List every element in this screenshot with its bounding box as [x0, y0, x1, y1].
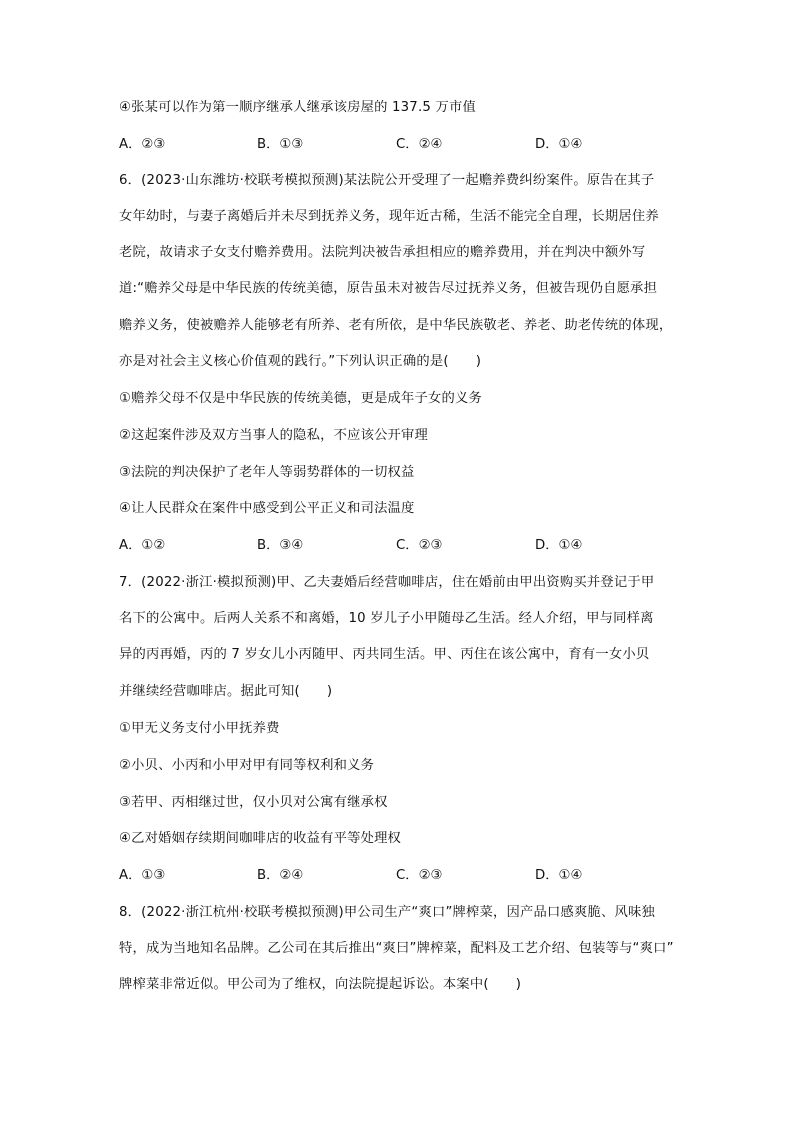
q7-item-3: ③若甲、丙相继过世，仅小贝对公寓有继承权	[119, 795, 388, 810]
q8-stem-line-3: 牌榨菜非常近似。甲公司为了维权，向法院提起诉讼。本案中( )	[119, 977, 522, 992]
q7-item-1: ①甲无义务支付小甲抚养费	[119, 721, 280, 736]
q8-stem-line-2: 特，成为当地知名品牌。乙公司在其后推出“爽曰”牌榨菜，配料及工艺介绍、包装等与“爽口”	[119, 941, 674, 956]
q7-stem-line-1: 7．(2022·浙江·模拟预测)甲、乙夫妻婚后经营咖啡店，住在婚前由甲出资购买并登记于甲	[119, 575, 655, 590]
q7-option-d[interactable]: D．①④	[535, 868, 583, 883]
q7-option-c[interactable]: C．②③	[396, 868, 443, 883]
q6-item-2: ②这起案件涉及双方当事人的隐私，不应该公开审理	[119, 428, 429, 443]
q7-option-b[interactable]: B．②④	[257, 868, 304, 883]
q6-stem-line-1: 6．(2023·山东潍坊·校联考模拟预测)某法院公开受理了一起赡养费纠纷案件。原告在其子	[119, 173, 655, 188]
q7-item-4: ④乙对婚姻存续期间咖啡店的收益有平等处理权	[119, 831, 402, 846]
q7-stem-line-4: 并继续经营咖啡店。据此可知( )	[119, 684, 333, 699]
q6-stem-line-6: 亦是对社会主义核心价值观的践行。”下列认识正确的是( )	[119, 354, 482, 369]
q7-stem-line-2: 名下的公寓中。后两人关系不和离婚，10 岁儿子小甲随母乙生活。经人介绍，甲与同样离	[119, 611, 654, 626]
q7-item-2: ②小贝、小丙和小甲对甲有同等权利和义务	[119, 758, 375, 773]
q5-option-d[interactable]: D．①④	[535, 137, 583, 152]
q5-option-b[interactable]: B．①③	[257, 137, 304, 152]
q6-stem-line-5: 赡养义务，使被赡养人能够老有所养、老有所依，是中华民族敬老、养老、助老传统的体现，	[119, 318, 673, 333]
q6-item-1: ①赡养父母不仅是中华民族的传统美德，更是成年子女的义务	[119, 391, 483, 406]
q6-stem-line-2: 女年幼时，与妻子离婚后并未尽到抚养义务，现年近古稀，生活不能完全自理，长期居住养	[119, 209, 659, 224]
q8-stem-line-1: 8．(2022·浙江杭州·校联考模拟预测)甲公司生产“爽口”牌榨菜，因产品口感爽脆、风味独	[119, 905, 655, 920]
q6-option-d[interactable]: D．①④	[535, 538, 583, 553]
q5-item-4: ④张某可以作为第一顺序继承人继承该房屋的 137.5 万市值	[119, 100, 476, 115]
q6-item-3: ③法院的判决保护了老年人等弱势群体的一切权益	[119, 465, 415, 480]
q6-option-a[interactable]: A．①②	[119, 538, 166, 553]
q6-item-4: ④让人民群众在案件中感受到公平正义和司法温度	[119, 501, 415, 516]
q6-stem-line-4: 道:“赡养父母是中华民族的传统美德，原告虽未对被告尽过抚养义务，但被告现仍自愿承担	[119, 281, 658, 296]
q6-stem-line-3: 老院，故请求子女支付赡养费用。法院判决被告承担相应的赡养费用，并在判决中额外写	[119, 245, 646, 260]
q5-option-a[interactable]: A．②③	[119, 137, 166, 152]
q6-option-b[interactable]: B．③④	[257, 538, 304, 553]
q5-option-c[interactable]: C．②④	[396, 137, 443, 152]
q6-option-c[interactable]: C．②③	[396, 538, 443, 553]
q7-stem-line-3: 异的丙再婚，丙的 7 岁女儿小丙随甲、丙共同生活。甲、丙住在该公寓中，育有一女小贝	[119, 647, 650, 662]
q7-option-a[interactable]: A．①③	[119, 868, 166, 883]
